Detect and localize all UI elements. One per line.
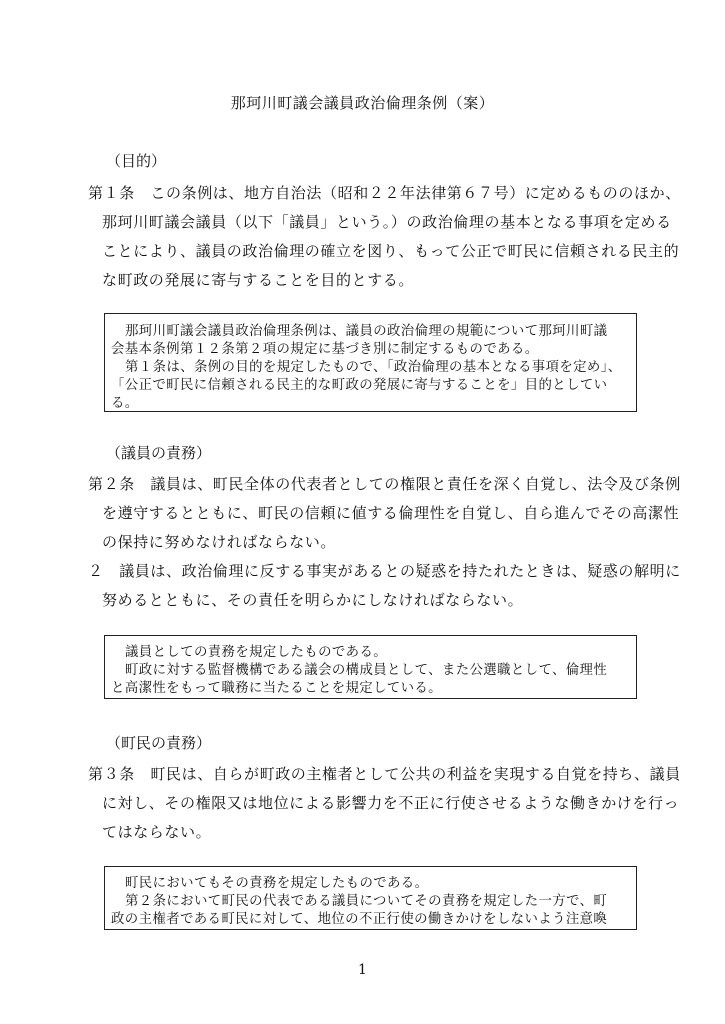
commentary-line: 会基本条例第１２条第２項の規定に基づき別に制定するものである。 xyxy=(111,342,539,357)
article-3-line: 第３条 町民は、自らが町政の主権者として公共の利益を実現する自覚を持ち、議員 xyxy=(88,765,681,783)
page-number: 1 xyxy=(358,962,367,978)
commentary-line: 第１条は、条例の目的を規定したもので、「政治倫理の基本となる事項を定め」、 xyxy=(125,360,622,375)
article-3-line: てはならない。 xyxy=(102,823,212,841)
commentary-line: 那珂川町議会議員政治倫理条例は、議員の政治倫理の規範について那珂川町議 xyxy=(125,324,608,339)
article-2-line: ２ 議員は、政治倫理に反する事実があるとの疑惑を持たれたときは、疑惑の解明に xyxy=(88,562,681,580)
article-3-line: に対し、その権限又は地位による影響力を不正に行使させるような働きかけを行っ xyxy=(102,794,680,812)
document-title: 那珂川町議会議員政治倫理条例（案） xyxy=(230,94,495,112)
commentary-line: と高潔性をもって職務に当たることを規定している。 xyxy=(111,681,442,696)
article-2-line: を遵守するとともに、町民の信頼に値する倫理性を自覚し、自ら進んでその高潔性 xyxy=(102,504,680,522)
commentary-line: 「公正で町民に信頼される民主的な町政の発展に寄与することを」目的としてい xyxy=(111,378,608,393)
section-heading-purpose: （目的） xyxy=(106,152,167,170)
article-1-line: な町政の発展に寄与することを目的とする。 xyxy=(102,271,415,289)
commentary-line: 第２条において町民の代表である議員についてその責務を規定した一方で、町 xyxy=(125,894,608,909)
commentary-line: 町民においてもその責務を規定したものである。 xyxy=(125,876,429,891)
article-1-line: 那珂川町議会議員（以下「議員」という。）の政治倫理の基本となる事項を定める xyxy=(102,213,672,231)
commentary-line: 町政に対する監督機構である議会の構成員として、また公選職として、倫理性 xyxy=(125,663,608,678)
commentary-line: 議員としての責務を規定したものである。 xyxy=(125,645,388,660)
article-1-line: ことにより、議員の政治倫理の確立を図り、もって公正で町民に信頼される民主的 xyxy=(102,242,680,260)
article-2-line: の保持に努めなければならない。 xyxy=(102,533,337,551)
commentary-line: る。 xyxy=(111,396,139,411)
article-2-line: 第２条 議員は、町民全体の代表者としての権限と責任を深く自覚し、法令及び条例 xyxy=(88,475,681,493)
section-heading-citizen-duties: （町民の責務） xyxy=(106,734,212,752)
article-1-line: 第１条 この条例は、地方自治法（昭和２２年法律第６７号）に定めるもののほか、 xyxy=(88,184,681,202)
article-2-line: 努めるとともに、その責任を明らかにしなければならない。 xyxy=(102,591,524,609)
commentary-box-article-3 xyxy=(104,866,637,930)
commentary-box-article-1 xyxy=(104,313,637,412)
commentary-line: 政の主権者である町民に対して、地位の不正行使の働きかけをしないよう注意喚 xyxy=(111,912,608,927)
commentary-box-article-2 xyxy=(104,635,637,699)
section-heading-member-duties: （議員の責務） xyxy=(106,444,212,462)
